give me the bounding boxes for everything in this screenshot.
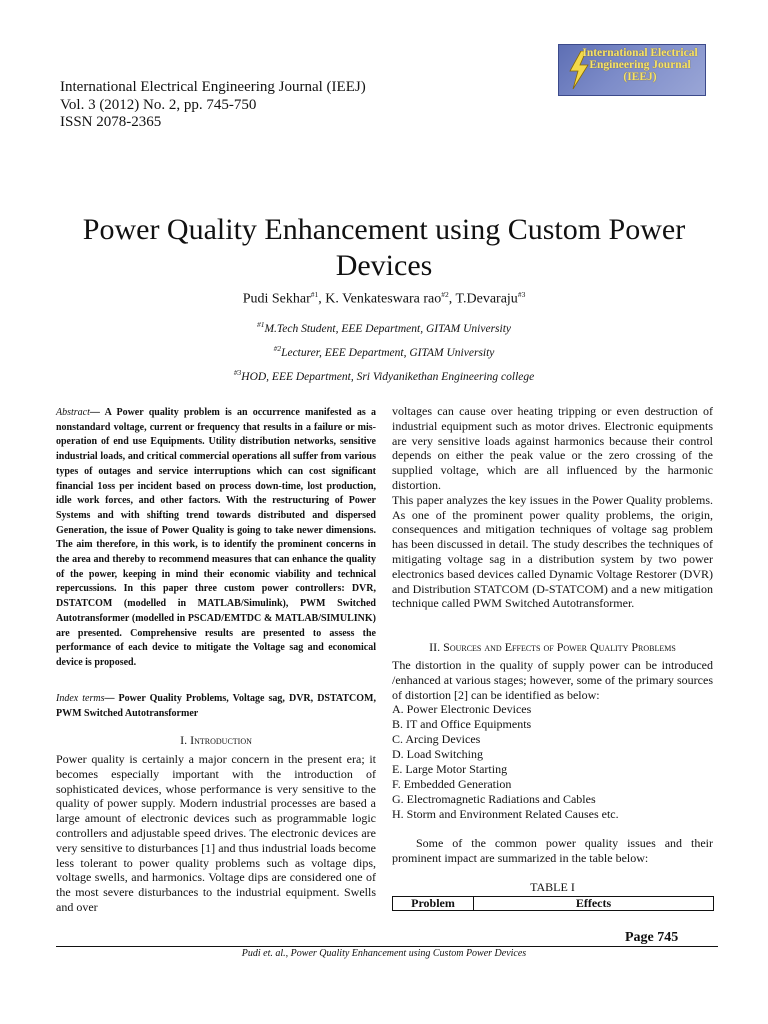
journal-volume: Vol. 3 (2012) No. 2, pp. 745-750 — [60, 96, 257, 113]
author-mark: #1 — [310, 290, 319, 299]
list-item: D. Load Switching — [392, 747, 483, 761]
index-terms-dash: — — [104, 693, 115, 704]
journal-header — [60, 79, 366, 132]
list-item: B. IT and Office Equipments — [392, 717, 532, 731]
affiliation — [0, 315, 768, 339]
paper-title: Power Quality Enhancement using Custom Power Devices — [82, 213, 686, 282]
journal-logo-text: International Electrical Engineering Journal (IEEJ) — [582, 47, 698, 83]
author-name: T.Devaraju — [455, 291, 518, 307]
sources-list — [392, 702, 619, 822]
author-name: Pudi Sekhar — [242, 291, 311, 307]
affiliation-text: M.Tech Student, EEE Department, GITAM University — [264, 322, 512, 335]
affiliation-list — [0, 315, 768, 386]
affiliation-text: Lecturer, EEE Department, GITAM University — [281, 346, 495, 359]
footer-divider — [56, 946, 718, 947]
author-separator: , — [448, 291, 456, 307]
index-terms-label: Index terms — [56, 693, 105, 704]
author-mark: #3 — [517, 290, 526, 299]
author-separator: , — [318, 291, 326, 307]
table-header-cell: Problem — [393, 897, 474, 910]
affiliation — [0, 363, 768, 387]
section-number: II. — [429, 640, 441, 654]
section-heading-sources — [392, 640, 713, 655]
index-terms-text: Power Quality Problems, Voltage sag, DVR, DSTATCOM, PWM Switched Autotransformer — [56, 693, 376, 719]
affiliation-text: HOD, EEE Department, Sri Vidyanikethan Engineering college — [241, 370, 535, 383]
paragraph: voltages can cause over heating tripping or even destruction of industrial equipment such as motor drives. Electronic equipments are very sensitive loads against harmonics because their control depends on either the peak value or the zero crossing of the supplied voltage, which are all influenced by the harmonic distortion. — [392, 404, 713, 492]
list-item: E. Large Motor Starting — [392, 762, 508, 776]
list-item: H. Storm and Environment Related Causes etc. — [392, 807, 619, 821]
list-item: A. Power Electronic Devices — [392, 702, 532, 716]
author-name: K. Venkateswara rao — [325, 291, 442, 307]
section-title: Sources and Effects of Power Quality Problems — [443, 640, 676, 654]
sources-closing-paragraph: Some of the common power quality issues and their prominent impact are summarized in the table below: — [392, 836, 713, 865]
author-list — [0, 290, 768, 308]
affiliation-mark: #2 — [273, 343, 282, 353]
abstract-text: A Power quality problem is an occurrence manifested as a nonstandard voltage, current or frequency that results in a failure or mis-operation of end use Equipments. Utility distribution networks, sensitive industrial loads, and critical commercial operations all suffer from various types of outages and service interruptions which can cost significant financial 1oss per incident based on process down-time, lost production, idle work forces, and other factors. With the restructuring of Power Systems and with shifting trend towards distributed and dispersed Generation, the issue of Power Quality is going to take newer dimensions. The aim therefore, in this work, is to identify the prominent concerns in the area and thereby to recommend measures that can enhance the quality of the power, keeping in mind their economic viability and technical repercussions. In this paper three custom power controllers: DVR, DSTATCOM (modelled in MATLAB/Simulink), PWM Switched Autotransformer (modelled in PSCAD/EMTDC & MATLAB/SIMULINK) are presented. Comprehensive results are presented to assess the performance of each device to mitigate the Voltage sag and economical device is proposed. — [56, 407, 376, 668]
journal-issn: ISSN 2078-2365 — [60, 114, 162, 130]
affiliation-mark: #3 — [233, 367, 242, 377]
introduction-paragraph: Power quality is certainly a major concern in the present era; it becomes especially important with the introduction of sophisticated devices, whose performance is very sensitive to the quality of power supply. Modern industrial processes are based a large amount of electronic devices such as programmable logic controllers and adjustable speed drives. The electronic devices are very sensitive to disturbances [1] and thus industrial loads become less tolerant to power quality problems such as voltage dips, voltage swells, and harmonics. Voltage dips are considered one of the most severe disturbances to the industrial equipment. Swells and over — [56, 752, 376, 914]
abstract — [56, 406, 376, 671]
section-title: Introduction — [190, 733, 252, 747]
section-number: I. — [180, 733, 188, 747]
right-column-text — [392, 404, 713, 611]
page-number: Page 745 — [625, 930, 679, 945]
index-terms — [56, 692, 376, 721]
affiliation — [0, 339, 768, 363]
abstract-dash: — — [89, 407, 100, 418]
journal-logo — [558, 44, 706, 96]
affiliation-mark: #1 — [256, 320, 265, 329]
table-caption: TABLE I — [530, 880, 575, 894]
list-item: G. Electromagnetic Radiations and Cables — [392, 792, 596, 806]
abstract-label: Abstract — [56, 407, 90, 418]
paragraph: This paper analyzes the key issues in the Power Quality problems. As one of the prominent power quality problems, the origin, consequences and mitigation techniques of voltage sag problem has been discussed in detail. The study describes the techniques of mitigating voltage sag in a distribution system by two power electronics based devices called Dynamic Voltage Restorer (DVR) and Distribution STATCOM (D-STATCOM) and a new mitigation technique called PWM Switched Autotransformer. — [392, 492, 713, 611]
journal-name: International Electrical Engineering Journal (IEEJ) — [60, 79, 366, 95]
sources-intro-paragraph: The distortion in the quality of supply power can be introduced /enhanced at various stages; however, some of the primary sources of distortion [2] can be identified as below: — [392, 658, 713, 702]
list-item: C. Arcing Devices — [392, 732, 481, 746]
footer-citation: Pudi et. al., Power Quality Enhancement using Custom Power Devices — [241, 948, 527, 959]
author-mark: #2 — [441, 290, 449, 299]
list-item: F. Embedded Generation — [392, 777, 512, 791]
table-header-cell: Effects — [575, 896, 612, 910]
section-heading-introduction — [56, 733, 376, 748]
table-header-row — [392, 896, 714, 911]
